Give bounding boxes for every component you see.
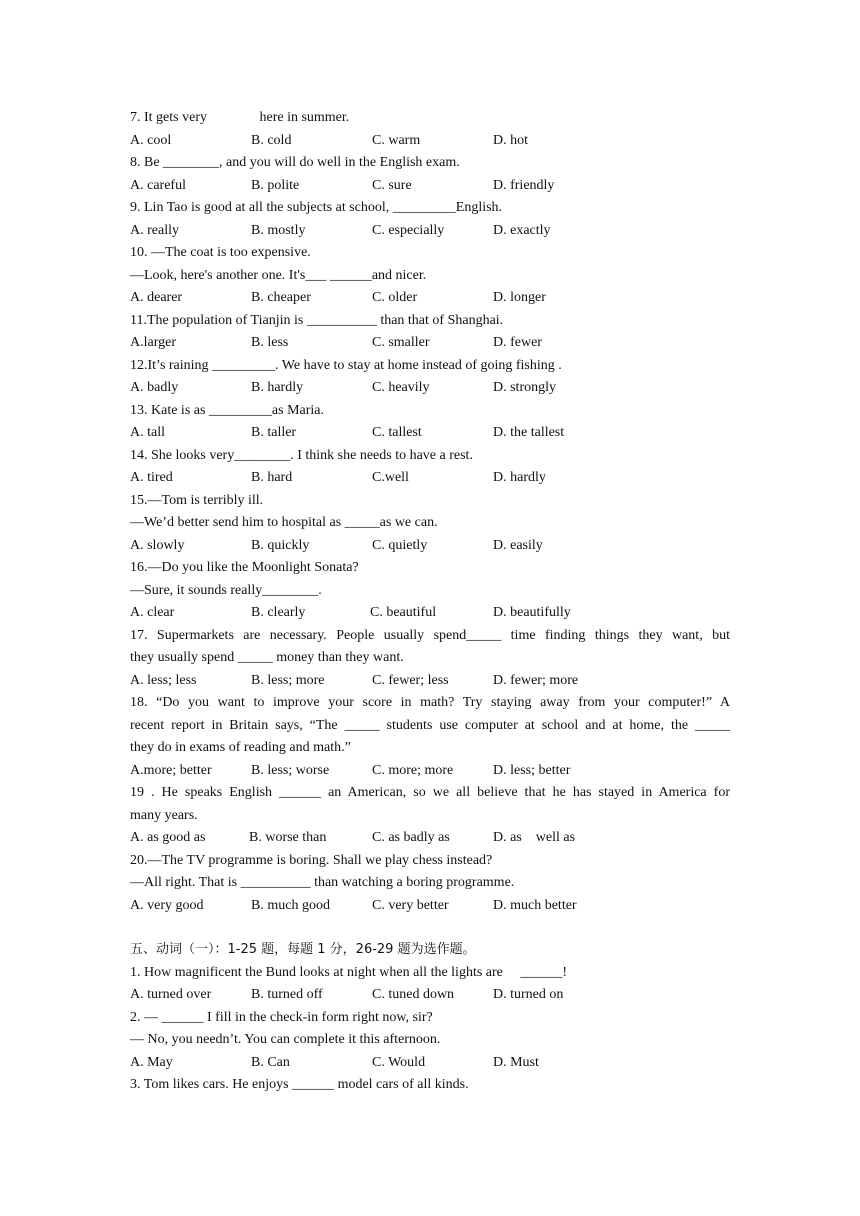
option-b: B. less <box>251 335 289 350</box>
question-item <box>130 962 730 1007</box>
option-c: C. Would <box>372 1054 426 1070</box>
question-item <box>130 557 730 625</box>
options-row <box>130 535 730 558</box>
question-17 <box>130 625 730 693</box>
option-d: D. less; better <box>493 762 571 778</box>
question-stem: 13. Kate is as _________as Maria. <box>130 402 325 418</box>
option-c: C. older <box>372 290 418 305</box>
option-b: B. clearly <box>251 605 306 620</box>
option-a: A.more; better <box>130 762 212 778</box>
question-stem: 15.—Tom is terribly ill. <box>130 492 264 508</box>
options-row <box>130 984 730 1007</box>
options-row <box>130 895 730 918</box>
question-item <box>130 445 730 490</box>
section-heading: 五、动词（一）：1-25 题，每题 1 分，26-29 题为选作题。 <box>130 942 476 957</box>
option-d: D. easily <box>493 537 543 553</box>
option-b: B. less; worse <box>251 762 330 778</box>
option-b: B. quickly <box>251 537 310 553</box>
question-block-a <box>130 107 730 625</box>
options-row <box>130 130 730 153</box>
question-stem: — No, you needn’t. You can complete it this afternoon. <box>130 1032 441 1047</box>
question-stem: 16.—Do you like the Moonlight Sonata? <box>130 560 359 575</box>
options-row <box>130 220 730 243</box>
option-a: A. turned over <box>130 987 212 1002</box>
question-stem: they do in exams of reading and math.” <box>130 740 351 755</box>
question-stem: —Sure, it sounds really________. <box>130 582 322 598</box>
option-c: C. tallest <box>372 425 422 440</box>
option-d: D. fewer <box>493 335 542 350</box>
question-item <box>130 400 730 445</box>
option-a: A. less; less <box>130 672 197 688</box>
option-a: A. tired <box>130 470 173 485</box>
question-stem: —We’d better send him to hospital as _____as we can. <box>130 515 438 530</box>
option-d: D. exactly <box>493 222 551 238</box>
option-c: C. very better <box>372 897 449 913</box>
question-stem: 3. Tom likes cars. He enjoys ______ model cars of all kinds. <box>130 1077 469 1092</box>
option-a: A. tall <box>130 425 165 440</box>
option-d: D. as well as <box>493 830 576 845</box>
options-row <box>130 175 730 198</box>
option-a: A. badly <box>130 380 179 395</box>
question-stem: 1. How magnificent the Bund looks at night when all the lights are ______! <box>130 964 568 980</box>
options-row <box>130 602 730 625</box>
option-b: B. worse than <box>249 830 327 845</box>
question-stem: 10. —The coat is too expensive. <box>130 245 311 260</box>
option-a: A.larger <box>130 335 176 350</box>
question-stem: many years. <box>130 807 198 823</box>
question-item <box>130 197 730 242</box>
question-18 <box>130 692 730 782</box>
option-a: A. dearer <box>130 290 183 305</box>
options-row <box>130 422 730 445</box>
question-item <box>130 355 730 400</box>
option-c: C. heavily <box>372 380 430 395</box>
option-b: B. turned off <box>251 987 323 1002</box>
option-b: B. much good <box>251 897 330 913</box>
question-stem: recent report in Britain says, “The _____ students use computer at school and at home, the _____ <box>130 717 730 733</box>
option-a: A. clear <box>130 605 175 620</box>
option-d: D. turned on <box>493 987 564 1002</box>
question-stem: 7. It gets very here in summer. <box>130 110 350 125</box>
option-b: B. hard <box>251 470 293 485</box>
option-a: A. really <box>130 222 179 238</box>
question-stem: 11.The population of Tianjin is __________ than that of Shanghai. <box>130 312 504 328</box>
question-stem: —All right. That is __________ than watching a boring programme. <box>130 875 515 890</box>
question-item <box>130 242 730 310</box>
option-d: D. strongly <box>493 380 556 395</box>
option-b: B. hardly <box>251 380 304 395</box>
option-d: D. hardly <box>493 470 546 485</box>
question-block-b <box>130 962 730 1075</box>
question-stem: 8. Be ________, and you will do well in the English exam. <box>130 155 460 170</box>
question-stem: 2. — ______ I fill in the check-in form right now, sir? <box>130 1009 433 1025</box>
option-b: B. less; more <box>251 672 325 688</box>
option-a: A. careful <box>130 177 186 193</box>
options-row <box>130 760 730 783</box>
option-b: B. cold <box>251 132 292 148</box>
option-c: C. beautiful <box>370 605 437 620</box>
option-c: C. sure <box>372 177 412 193</box>
option-a: A. very good <box>130 897 204 913</box>
option-c: C. especially <box>372 222 445 238</box>
options-row <box>130 670 730 693</box>
question-stem: 14. She looks very________. I think she needs to have a rest. <box>130 447 473 463</box>
question-item <box>130 152 730 197</box>
option-d: D. longer <box>493 290 546 305</box>
question-20 <box>130 850 730 918</box>
options-row <box>130 287 730 310</box>
option-b: B. taller <box>251 425 297 440</box>
option-b: B. Can <box>251 1054 290 1070</box>
options-row <box>130 377 730 400</box>
question-stem: 17. Supermarkets are necessary. People usually spend_____ time finding things they want, but <box>130 627 730 643</box>
question-stem: 19 . He speaks English ______ an American, so we all believe that he has stayed in America for <box>130 785 730 800</box>
option-b: B. mostly <box>251 222 306 238</box>
option-c: C. warm <box>372 132 421 148</box>
option-d: D. fewer; more <box>493 672 579 688</box>
question-stem: 20.—The TV programme is boring. Shall we play chess instead? <box>130 852 493 868</box>
question-stem: —Look, here's another one. It's___ ______and nicer. <box>130 267 427 283</box>
question-item <box>130 107 730 152</box>
options-row <box>130 1052 730 1075</box>
option-c: C. fewer; less <box>372 672 449 688</box>
question-item <box>130 1007 730 1075</box>
option-d: D. hot <box>493 132 528 148</box>
option-d: D. Must <box>493 1054 539 1070</box>
option-a: A. cool <box>130 132 172 148</box>
option-c: C. tuned down <box>372 987 455 1002</box>
question-stem: 12.It’s raining _________. We have to stay at home instead of going fishing . <box>130 357 562 373</box>
options-row <box>130 332 730 355</box>
option-d: D. much better <box>493 897 577 913</box>
option-c: C.well <box>372 470 409 485</box>
question-stem: 9. Lin Tao is good at all the subjects at school, _________English. <box>130 200 503 215</box>
option-d: D. the tallest <box>493 425 565 440</box>
option-d: D. beautifully <box>493 605 571 620</box>
option-c: C. more; more <box>372 762 454 778</box>
question-stem: they usually spend _____ money than they want. <box>130 650 404 665</box>
option-a: A. May <box>130 1054 173 1070</box>
question-stem: 18. “Do you want to improve your score in math? Try staying away from your computer!” A <box>130 695 730 710</box>
options-row <box>130 467 730 490</box>
exam-page <box>130 107 730 1097</box>
option-b: B. cheaper <box>251 290 311 305</box>
question-item <box>130 310 730 355</box>
option-c: C. smaller <box>372 335 430 350</box>
section-spacer <box>130 917 730 939</box>
option-a: A. as good as <box>130 830 206 845</box>
option-a: A. slowly <box>130 537 185 553</box>
option-b: B. polite <box>251 177 300 193</box>
question-item <box>130 490 730 558</box>
option-c: C. as badly as <box>372 830 450 845</box>
option-d: D. friendly <box>493 177 555 193</box>
options-row <box>130 827 730 850</box>
question-19 <box>130 782 730 850</box>
option-c: C. quietly <box>372 537 428 553</box>
